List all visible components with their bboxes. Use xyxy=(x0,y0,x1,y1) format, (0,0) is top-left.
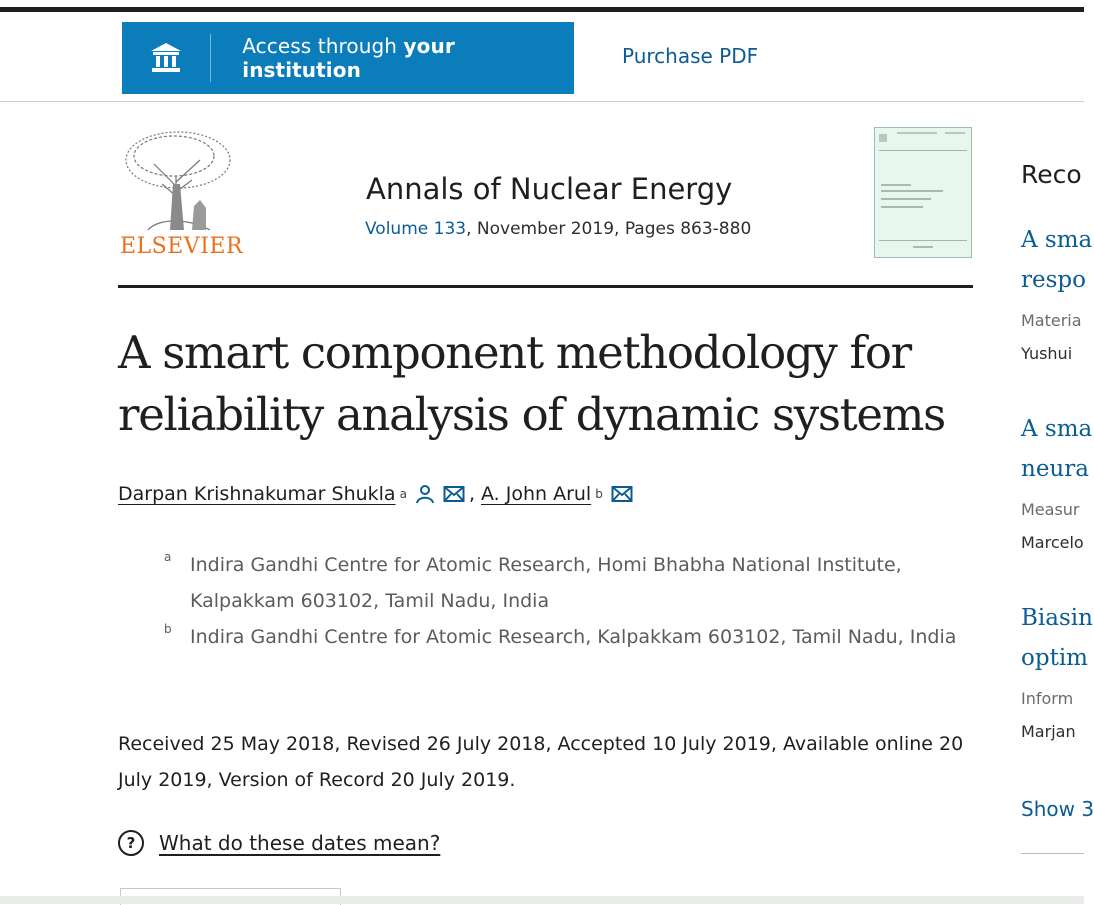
bottom-scroll-edge xyxy=(0,896,1084,904)
affiliation-mark: a xyxy=(164,550,172,564)
recommended-article-2-source: Measur xyxy=(1021,500,1080,519)
institution-icon xyxy=(122,22,210,94)
recommended-article-1-source: Materia xyxy=(1021,311,1082,330)
elsevier-wordmark: ELSEVIER xyxy=(120,234,244,259)
access-label: Access through your institution xyxy=(242,34,455,82)
recommended-article-3-title[interactable]: Biasin optim xyxy=(1021,605,1093,671)
affiliation-text: Indira Gandhi Centre for Atomic Research, Kalpakkam 603102, Tamil Nadu, India xyxy=(190,626,957,648)
affiliation-a xyxy=(164,547,980,619)
affiliation-text: Indira Gandhi Centre for Atomic Research, Homi Bhabha National Institute, Kalpakkam 603102, Tamil Nadu, India xyxy=(190,554,902,612)
author-name-2[interactable]: A. John Arul xyxy=(480,483,592,505)
affiliation-b xyxy=(164,619,980,655)
issue-details: , November 2019, Pages 863-880 xyxy=(466,219,752,239)
article-history-dates: Received 25 May 2018, Revised 26 July 2018, Accepted 10 July 2019, Available online 20 July 2019, Version of Record 20 July 2019. xyxy=(118,733,964,791)
title-rule xyxy=(118,285,973,288)
email-icon[interactable] xyxy=(443,485,465,503)
article-title: A smart component methodology for reliability analysis of dynamic systems xyxy=(118,326,945,441)
recommended-article-2-authors: Marcelo xyxy=(1021,533,1084,552)
volume-link[interactable]: Volume 133 xyxy=(365,219,467,239)
dates-help-link[interactable] xyxy=(118,830,440,856)
recommended-article-3-authors: Marjan xyxy=(1021,722,1076,741)
recommended-article-2-title[interactable]: A sma neura xyxy=(1021,416,1093,482)
top-border xyxy=(0,7,1084,12)
journal-issue-info xyxy=(365,219,751,239)
recommended-heading: Reco xyxy=(1021,160,1082,189)
recommended-article-1-title[interactable]: A sma respo xyxy=(1021,227,1093,293)
author-list xyxy=(118,483,633,505)
affiliation-mark: b xyxy=(164,622,172,636)
author-affiliation-mark-2: b xyxy=(595,487,603,501)
show-more-recommendations-link[interactable]: Show 3 xyxy=(1021,797,1094,821)
recommended-article-3-source: Inform xyxy=(1021,689,1074,708)
header-divider xyxy=(0,101,1084,102)
email-icon[interactable] xyxy=(611,485,633,503)
button-divider xyxy=(210,34,211,82)
access-through-institution-button[interactable] xyxy=(122,22,574,94)
author-affiliation-mark-1: a xyxy=(399,487,407,501)
sidebar-divider xyxy=(1021,853,1084,854)
purchase-pdf-link[interactable]: Purchase PDF xyxy=(622,44,759,68)
author-name-1[interactable]: Darpan Krishnakumar Shukla xyxy=(118,483,396,505)
journal-title[interactable]: Annals of Nuclear Energy xyxy=(366,172,733,206)
question-icon: ? xyxy=(118,830,144,856)
dates-help-label: What do these dates mean? xyxy=(159,831,441,855)
author-separator: , xyxy=(468,483,475,505)
person-icon[interactable] xyxy=(415,484,435,504)
recommended-article-1-authors: Yushui xyxy=(1021,344,1073,363)
journal-cover-thumbnail[interactable] xyxy=(874,127,972,258)
